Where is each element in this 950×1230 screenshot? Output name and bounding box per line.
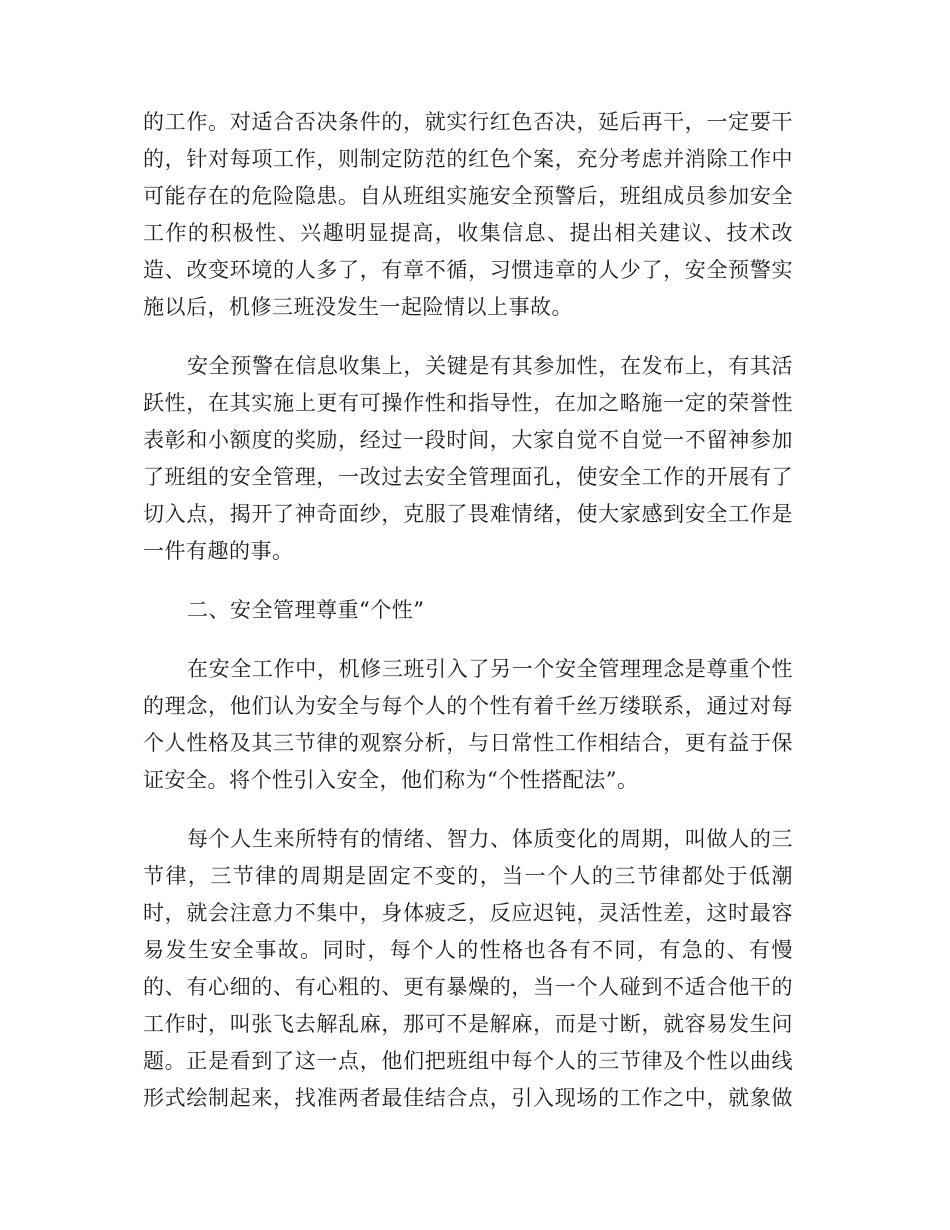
text-line: 节律，三节律的周期是固定不变的，当一个人的三节律都处于低潮 [143,864,793,888]
text-line: 表彰和小额度的奖励，经过一段时间，大家自觉不自觉一不留神参加 [143,428,793,452]
text-line: 切入点，揭开了神奇面纱，克服了畏难情绪，使大家感到安全工作是 [143,502,793,526]
section-heading-text: 二、安全管理尊重“个性” [187,598,425,622]
text-line: 跃性，在其实施上更有可操作性和指导性，在加之略施一定的荣誉性 [143,391,793,415]
text-line: 形式绘制起来，找准两者最佳结合点，引入现场的工作之中，就象做 [143,1086,793,1110]
text-line: 安全预警在信息收集上，关键是有其参加性，在发布上，有其活 [187,354,793,378]
text-line: 可能存在的危险隐患。自从班组实施安全预警后，班组成员参加安全 [143,184,793,208]
text-line: 易发生安全事故。同时，每个人的性格也各有不同，有急的、有慢 [143,938,793,962]
text-line: 了班组的安全管理，一改过去安全管理面孔，使安全工作的开展有了 [143,465,793,489]
paragraph-biorhythm [143,821,793,1117]
text-line: 施以后，机修三班没发生一起险情以上事故。 [143,295,573,319]
text-line: 时，就会注意力不集中，身体疲乏，反应迟钝，灵活性差，这时最容 [143,901,793,925]
text-line: 个人性格及其三节律的观察分析，与日常性工作相结合，更有益于保 [143,731,793,755]
text-line: 的，针对每项工作，则制定防范的红色个案，充分考虑并消除工作中 [143,147,793,171]
text-line: 的工作。对适合否决条件的，就实行红色否决，延后再干，一定要干 [143,110,793,134]
document-body [143,104,793,1117]
text-line: 一件有趣的事。 [143,539,294,563]
text-line: 每个人生来所特有的情绪、智力、体质变化的周期，叫做人的三 [187,827,793,851]
paragraph-red-veto [143,104,793,326]
text-line: 在安全工作中，机修三班引入了另一个安全管理理念是尊重个性 [187,657,793,681]
text-line: 工作时，叫张飞去解乱麻，那可不是解麻，而是寸断，就容易发生问 [143,1012,793,1036]
text-line: 的理念，他们认为安全与每个人的个性有着千丝万缕联系，通过对每 [143,694,793,718]
paragraph-safety-warning [143,348,793,570]
section-heading [143,592,793,629]
text-line: 的、有心细的、有心粗的、更有暴燥的，当一个人碰到不适合他干的 [143,975,793,999]
text-line: 题。正是看到了这一点，他们把班组中每个人的三节律及个性以曲线 [143,1049,793,1073]
text-line: 造、改变环境的人多了，有章不循，习惯违章的人少了，安全预警实 [143,258,793,282]
text-line: 工作的积极性、兴趣明显提高，收集信息、提出相关建议、技术改 [143,221,793,245]
text-line: 证安全。将个性引入安全，他们称为“个性搭配法”。 [143,768,639,792]
paragraph-personality-concept [143,651,793,799]
